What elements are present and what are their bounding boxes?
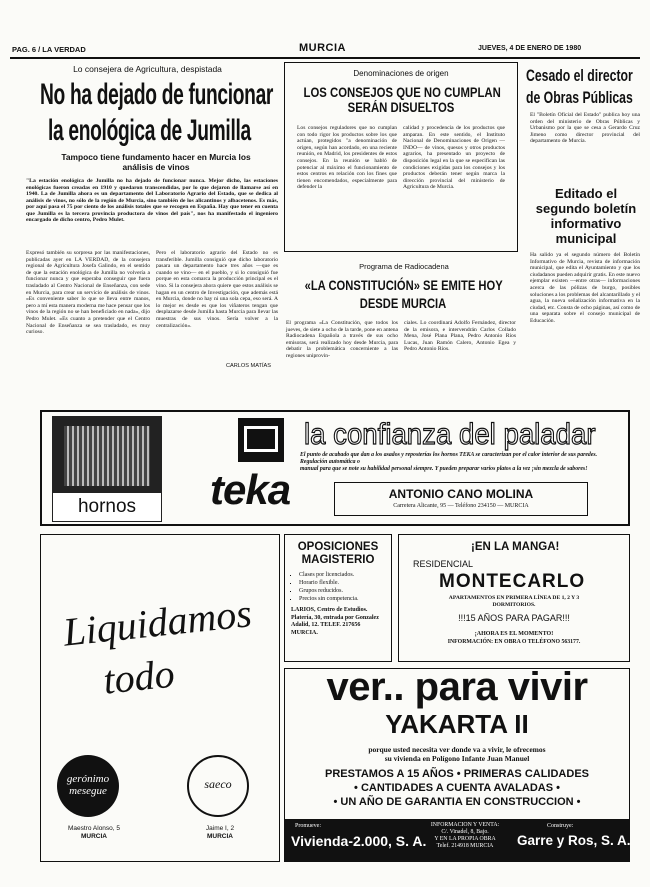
- byline: CARLOS MATÍAS: [226, 363, 271, 369]
- features: PRESTAMOS A 15 AÑOS • PRIMERAS CALIDADES • CANTIDADES A CUENTA AVALADAS • • UN AÑO DE GARANTIA EN CONSTRUCCION •: [324, 768, 589, 808]
- page-folio: PAG. 6 / LA VERDAD: [12, 45, 86, 54]
- list-item: ▪ Clases por licenciados.: [299, 571, 399, 579]
- promoter: Vivienda-2.000, S. A.: [291, 833, 427, 849]
- description: APARTAMENTOS EN PRIMERA LÍNEA DE 1, 2 Y 3 DORMITORIOS.: [448, 595, 580, 608]
- headline: LOS CONSEJOS QUE NO CUMPLAN SERÁN DISUELTOS: [303, 85, 501, 115]
- ad-montecarlo: [398, 534, 630, 662]
- residence-name: MONTECARLO: [439, 571, 586, 592]
- store-address-2: Jaime I, 2 MURCIA: [205, 825, 235, 840]
- builder-label: Construye:: [547, 823, 574, 829]
- script-line-2: todo: [101, 650, 177, 703]
- headline: Editado el segundo boletín informativo municipal: [535, 186, 637, 246]
- ad-subline: porque usted necesita ver donde va a vivir, le ofrecemos su vivienda en Polígono Infante Juan Manuel: [368, 745, 546, 763]
- label: RESIDENCIAL: [413, 559, 474, 569]
- teka-wordmark: teka: [210, 466, 291, 513]
- payment-terms: !!!15 AÑOS PARA PAGAR!!!: [458, 613, 570, 623]
- footer-band: [285, 819, 629, 861]
- ad-teka: [40, 410, 630, 526]
- issue-date: JUEVES, 4 DE ENERO DE 1980: [478, 45, 582, 52]
- headline: «LA CONSTITUCIÓN» SE EMITE HOY DESDE MURCIA: [304, 277, 503, 311]
- article-col-2: calidad y procedencia de los productos que amparan. En este sentido, el Instituto Nacional de Denominaciones de Origen —INDO— de vinos, quesos y otros productos agrarios, ha presentado un proyecto de disposición legal en la que se especifican las condiciones exigidas para los consejos y los productos deberán tener según marca la dirección provincial del ministerio de Agricultura de Murcia.: [403, 125, 505, 191]
- article-col-1: El programa «La Constitución, que todos los jueves, de siete a ocho de la tarde, pone en antena Radiocadena Española a través de sus ocho emisoras, será realizado hoy desde Murcia, para debatir la problemática concerniente a las regiones uniprovin-: [286, 320, 398, 359]
- oven-image: [52, 416, 162, 522]
- article-kicker: Programa de Radiocadena: [359, 262, 449, 271]
- list-item: ▪ Grupos reducidos.: [299, 587, 399, 595]
- subhead: Tampoco tiene fundamento hacer en Murcia los análisis de vinos: [61, 152, 251, 172]
- article-kicker: Lo consejera de Agricultura, despistada: [73, 64, 222, 74]
- article-kicker: Denominaciones de origen: [353, 69, 449, 78]
- ad-headline: ver.. para vivir: [326, 665, 588, 709]
- store-badge-geronimo: gerónimo mesegue: [57, 755, 119, 817]
- article-lead: "La estación enológica de Jumilla no ha dejado de funcionar nunca. Mejor dicho, las estaciones enológicas fueron creadas en 1910 y quedaron transcendidas, por lo que dejaron de llamarse así en 1940. La de Jumilla ahora es un departamento del Laboratorio Agrario del Estado, que se dedica al análisis de vinos, no sólo de la región de Murcia, sino también de los alicantinos y albacetenos. Es más, por aquí pasa el 75 por ciento de los análisis totales que se recogen en España. Hay que tener en cuenta que Jumilla es la tercera provincia productora de vinos del país", nos ha manifestado el ingeniero encargado de dicho centro, Pedro Mulet.: [26, 178, 278, 223]
- article-col-2: ciales. Lo coordinará Adolfo Fernández, director de la emisora, e intervendrán Carlos Collado Mena, José Plana Plana, Pedro Antonio Ríos Lucas, Juan Ramón Calero, Antonio Egea y Pedro Antonio Ríos.: [404, 320, 516, 353]
- list-item: ▪ Horario flexible.: [299, 579, 399, 587]
- section-title: MURCIA: [299, 42, 346, 54]
- ad-slogan: la confianza del paladar: [304, 418, 596, 451]
- script-line-1: Liquidamos: [61, 590, 254, 655]
- store-badge-saeco: saeco: [187, 755, 249, 817]
- headline-line-2: la enológica de Jumilla: [48, 114, 251, 147]
- contact: LARIOS, Centro de Estudios. Platería, 30, entrada por Gonzalez Adalid, 12. TELEF. 217656 MURCIA.: [291, 607, 379, 636]
- project-name: YAKARTA II: [385, 709, 529, 739]
- article-text: Ha salido ya el segundo número del Boletín Informativo de Murcia, revista de información municipal, que edita el Ayuntamiento y que los ciudadanos pueden adquirir gratis. En este nuevo ejemplar existen —entre otras— informaciones acerca de las pólizas de burgo, posibles soluciones a los problemas del alcantarillado y el agua, la nueva señalización informativa en la ciudad, etc. Consta de ocho páginas, así como de una separata sobre el consejo municipal de Educación.: [530, 252, 640, 324]
- article-col-1: Expresó también su sorpresa por las manifestaciones, publicadas ayer en LA VERDAD, de la consejera regional de Agricultura Josefa Galindo, en el sentido de que la estación enológica de Jumilla no volvería a funcionar nunca y que esperaba conseguir que fuera trasladado al Centro Nacional de Enseñanza, con sede en Murcia, para crear un servicio de análisis de vinos. «Es conveniente saber lo que se lleva entre manos, pero a mí esta manera moderna me hace pensar que los vinos de la región no se han beneficiado en nada», dijo Pedro Mulet. «Es cuanto a pretender que el Centro Nacional de Enseñanza se sea trasladado, es muy curioso.: [26, 250, 150, 336]
- header-rule: [10, 57, 640, 59]
- info-line: INFORMACIÓN: EN OBRA O TELÉFONO 563177.: [447, 639, 581, 645]
- brand-label: hornos: [52, 492, 162, 522]
- article-consejos: [284, 62, 518, 252]
- builder: Garre y Ros, S. A.: [517, 833, 631, 848]
- now-banner: ¡AHORA ES EL MOMENTO!: [474, 631, 554, 637]
- ad-title: OPOSICIONES MAGISTERIO: [297, 541, 379, 566]
- oven-window: [64, 426, 150, 486]
- article-text: El "Boletín Oficial del Estado" publica hoy una orden del ministerio de Obras Públicas y Urbanismo por la que se cesa a Gerardo Cruz Jimeno como director provincial del departamento de Murcia.: [530, 112, 640, 145]
- store-address-1: Maestro Alonso, 5 MURCIA: [67, 825, 121, 840]
- article-col-2: Pero el laboratorio agrario del Estado no es transferible. Jumilla consiguió que dicho laboratorio pasara un departamento hace tres años —que es cuando se vino— en el pueblo, y si lo consiguió fue porque en esta comarca la producción principal es el vino. Si la consejera ahora quiere que estos análisis se hagan en un centro de Investigación, que además está en Murcia, donde no hay ni una sola cepa, eso será. A lo mejor es desde es que los viñateros tengan que desplazarse desde Jumilla hasta Murcia para llevar las muestras de sus vinos. Sería volver a la centralización».: [156, 250, 278, 329]
- dealer-box: ANTONIO CANO MOLINA Carretera Alicante, 95 — Teléfono 234150 — MURCIA: [334, 482, 588, 516]
- headline: Cesado el director de Obras Públicas: [526, 66, 633, 107]
- feature-list: [289, 571, 399, 603]
- ad-oposiciones: [284, 534, 392, 662]
- article-col-1: Los consejos reguladores que no cumplan con todo rigor los productos sobre los que actúan, protegidos "a denominación de origen, según han acordado, en una reciente reunión, en Madrid, los presidentes de estos consejos. En la reunión se habló de potenciar al máximo el funcionamiento de estos centros en relación con los fines que tienen encomendados, especialmente para defender la: [297, 125, 397, 191]
- ad-yakarta: [284, 665, 631, 862]
- banner: ¡EN LA MANGA!: [471, 541, 560, 553]
- headline-line-1: No ha dejado de funcionar: [40, 78, 274, 111]
- teka-logo-icon: [238, 418, 284, 462]
- ad-text: El punto de acabado que dan a los asados y reposterías los hornos TEKA se caracterizan por el calor interior de sus paredes. Regulación automática o manual para que se note su habilidad personal siempre. Y pueden preparar varios platos a la vez ¡sin mezcla de sabores!: [300, 452, 598, 472]
- promoter-label: Promueve:: [295, 823, 321, 829]
- list-item: ▪ Precios sin competencia.: [299, 595, 399, 603]
- ad-liquidamos: [40, 534, 280, 862]
- sales-info: INFORMACION Y VENTA: C/. Vinadel, 8, Bajo. Y EN LA PROPIA OBRA Telef. 214918 MURCIA: [430, 822, 500, 849]
